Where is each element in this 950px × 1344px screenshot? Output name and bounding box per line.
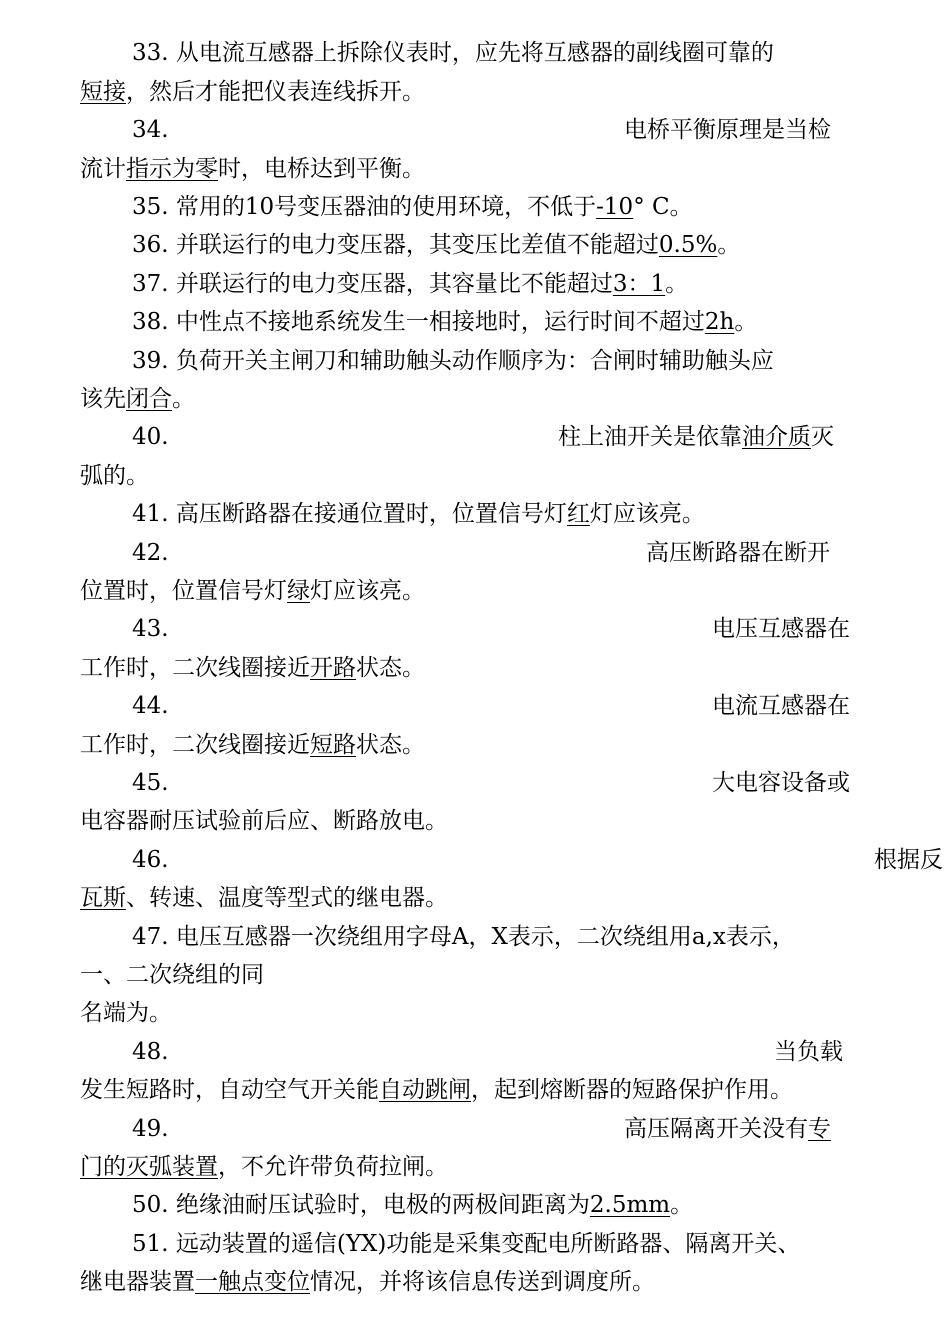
text-line: 流计指示为零时，电桥达到平衡。: [80, 156, 425, 182]
answer-blank: 专: [808, 1116, 831, 1142]
text-line: 大电容设备或: [712, 770, 850, 796]
answer-blank: 门的灭弧装置: [80, 1154, 218, 1180]
text-line: 49.: [132, 1116, 169, 1142]
text-line: 发生短路时，自动空气开关能自动跳闸，起到熔断器的短路保护作用。: [80, 1077, 793, 1103]
answer-blank: 一触点变位: [195, 1269, 310, 1295]
text-line: 瓦斯、转速、温度等型式的继电器。: [80, 885, 448, 911]
text-line: 36. 并联运行的电力变压器，其变压比差值不能超过0.5%。: [132, 232, 741, 258]
answer-blank: 瓦斯: [80, 885, 126, 911]
answer-blank: 短接: [80, 79, 126, 105]
text-line: 高压隔离开关没有专: [624, 1116, 831, 1142]
text-line: 短接，然后才能把仪表连线拆开。: [80, 79, 425, 105]
text-line: 47. 电压互感器一次绕组用字母A，X表示，二次绕组用a,x表示，: [132, 924, 795, 950]
text-line: 当负载: [774, 1039, 843, 1065]
text-line: 电流互感器在: [712, 693, 850, 719]
text-line: 45.: [132, 770, 169, 796]
text-line: 37. 并联运行的电力变压器，其容量比不能超过3：1。: [132, 271, 689, 297]
answer-blank: 短路: [310, 732, 356, 758]
text-line: 50. 绝缘油耐压试验时，电极的两极间距离为2.5mm。: [132, 1192, 694, 1218]
answer-blank: 2.5mm: [589, 1192, 671, 1218]
text-line: 名端为。: [80, 1000, 172, 1026]
answer-blank: 闭合: [126, 386, 172, 412]
text-line: 40.: [132, 424, 169, 450]
text-line: 继电器装置一触点变位情况，并将该信息传送到调度所。: [80, 1269, 655, 1295]
text-line: 一、二次绕组的同: [80, 962, 264, 988]
text-line: 48.: [132, 1039, 169, 1065]
answer-blank: 2h: [704, 309, 735, 335]
text-line: 电容器耐压试验前后应、断路放电。: [80, 808, 448, 834]
text-line: 工作时，二次线圈接近短路状态。: [80, 732, 425, 758]
text-line: 38. 中性点不接地系统发生一相接地时，运行时间不超过2h。: [132, 309, 758, 335]
text-line: 电压互感器在: [712, 616, 850, 642]
text-line: 弧的。: [80, 463, 149, 489]
answer-blank: 开路: [310, 655, 356, 681]
text-line: 位置时，位置信号灯绿灯应该亮。: [80, 578, 425, 604]
text-line: 工作时，二次线圈接近开路状态。: [80, 655, 425, 681]
text-line: 该先闭合。: [80, 386, 195, 412]
text-line: 门的灭弧装置，不允许带负荷拉闸。: [80, 1154, 448, 1180]
answer-blank: 指示为零: [126, 156, 218, 182]
answer-blank: 绿: [287, 578, 310, 604]
text-line: 33. 从电流互感器上拆除仪表时，应先将互感器的副线圈可靠的: [132, 40, 774, 66]
text-line: 46.: [132, 847, 169, 873]
answer-blank: 0.5%: [658, 232, 718, 258]
answer-blank: 3：1: [612, 271, 666, 297]
answer-blank: 自动跳闸: [379, 1077, 471, 1103]
text-line: 43.: [132, 616, 169, 642]
text-line: 高压断路器在断开: [646, 540, 830, 566]
text-line: 根据反: [874, 847, 943, 873]
text-line: 51. 远动装置的遥信(YX)功能是采集变配电所断路器、隔离开关、: [132, 1231, 801, 1257]
text-line: 42.: [132, 540, 169, 566]
text-line: 39. 负荷开关主闸刀和辅助触头动作顺序为：合闸时辅助触头应: [132, 348, 774, 374]
text-line: 34.: [132, 117, 169, 143]
answer-blank: 红: [566, 501, 590, 527]
text-line: 41. 高压断路器在接通位置时，位置信号灯红灯应该亮。: [132, 501, 705, 527]
text-line: 35. 常用的10号变压器油的使用环境，不低于-10° C。: [132, 194, 693, 220]
text-line: 柱上油开关是依靠油介质灭: [558, 424, 834, 450]
text-line: 电桥平衡原理是当检: [624, 117, 831, 143]
text-line: 44.: [132, 693, 169, 719]
answer-blank: 油介质: [742, 424, 811, 450]
answer-blank: -10: [596, 194, 634, 220]
